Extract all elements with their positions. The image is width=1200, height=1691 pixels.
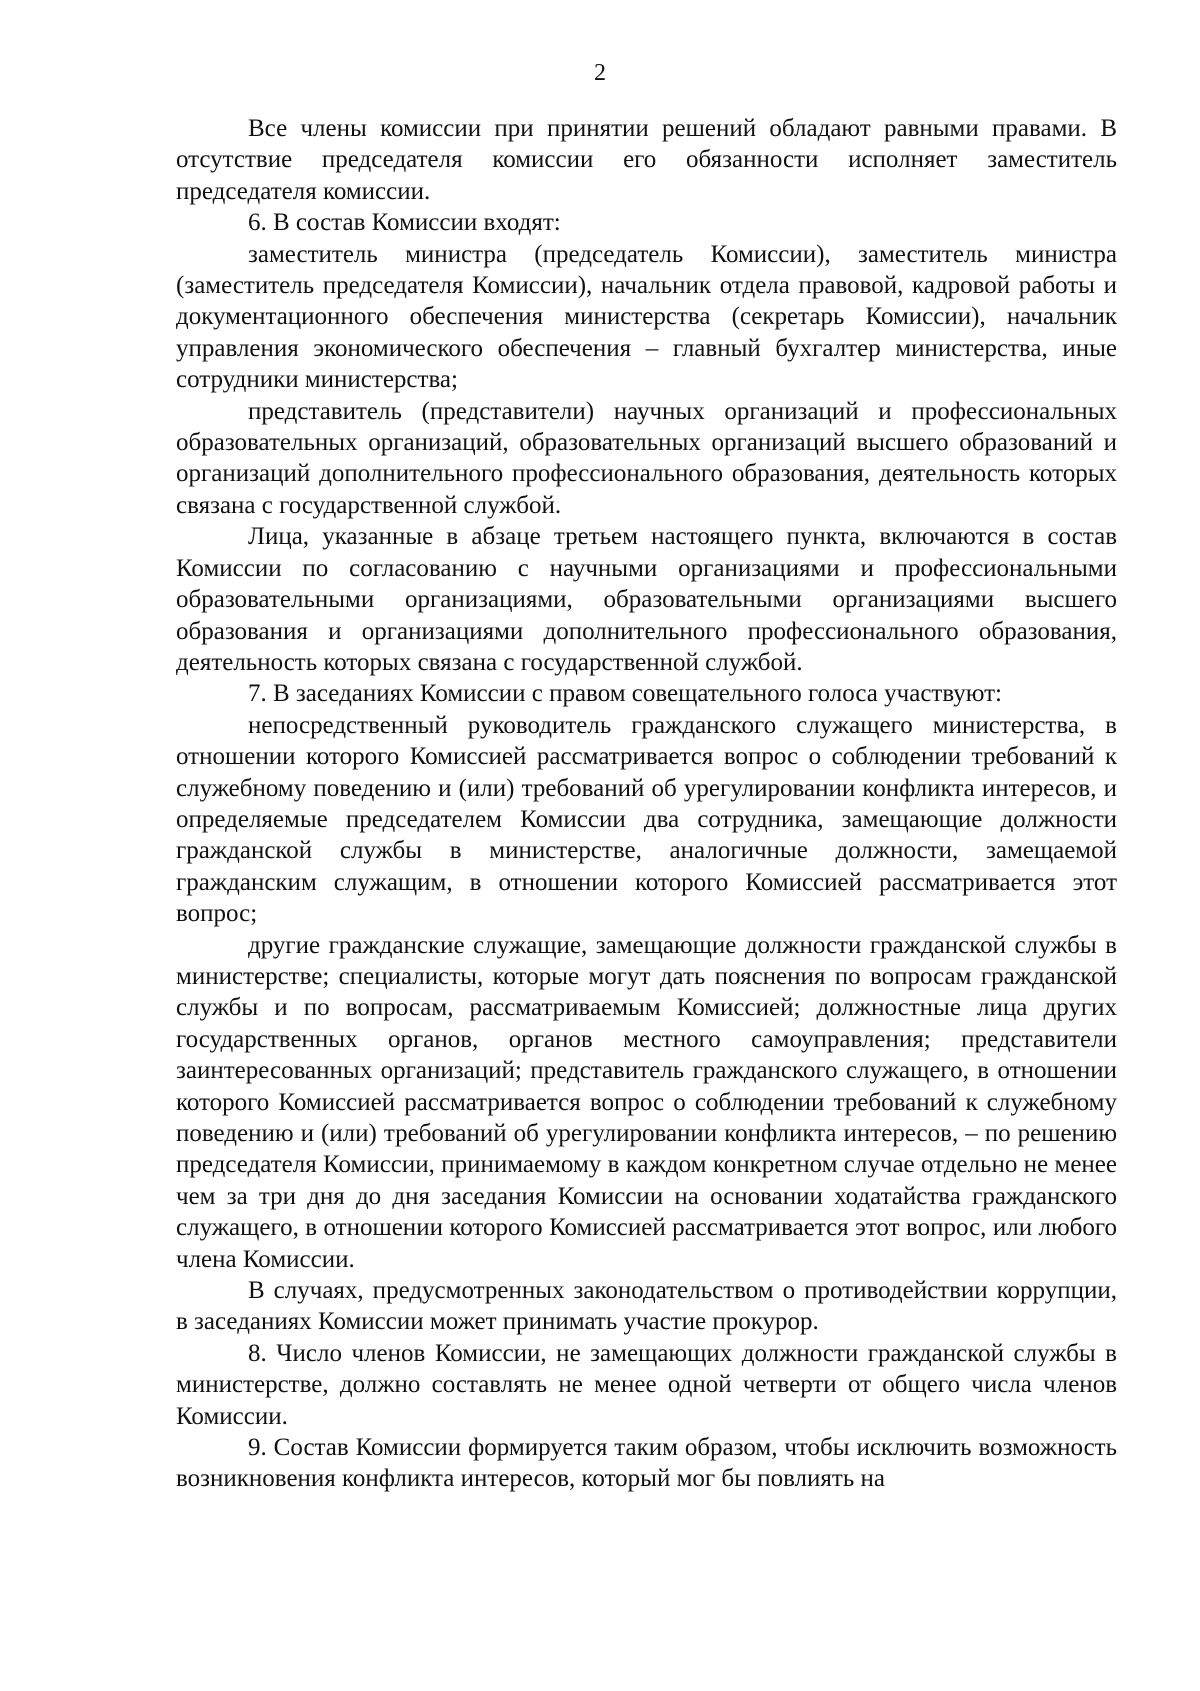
paragraph-item-8: 8. Число членов Комиссии, не замещающих должности гражданской службы в министерстве, должно составлять не менее одной четверти от общего числа членов Комиссии. xyxy=(176,1339,1117,1430)
paragraph-other-participants: другие гражданские служащие, замещающие должности гражданской службы в министерстве; специалисты, которые могут дать пояснения по вопросам гражданской службы и по вопросам, рассматриваемым Комиссией; должностные лица других государственных органов, органов местного самоуправления; представители заинтересованных организаций; представитель гражданского служащего, в отношении которого Комиссией рассматривается вопрос о соблюдении требований к служебному поведению и (или) требований об урегулировании конфликта интересов, – по решению председателя Комиссии, принимаемому в каждом конкретном случае отдельно не менее чем за три дня до дня заседания Комиссии на основании ходатайства гражданского служащего, в отношении которого Комиссией рассматривается этот вопрос, или любого члена Комиссии. xyxy=(176,931,1117,1273)
paragraph-item-6-heading: 6. В состав Комиссии входят: xyxy=(248,209,561,237)
paragraph-commission-staff: заместитель министра (председатель Комиссии), заместитель министра (заместитель председателя Комиссии), начальник отдела правовой, кадровой работы и документационного обеспечения министерства (секретарь Комиссии), начальник управления экономического обеспечения – главный бухгалтер министерства, иные сотрудники министерства; xyxy=(176,240,1117,394)
paragraph-prosecutor: В случаях, предусмотренных законодательством о противодействии коррупции, в заседаниях Комиссии может принимать участие прокурор. xyxy=(176,1277,1117,1336)
paragraph-item-9: 9. Состав Комиссии формируется таким образом, чтобы исключить возможность возникновения конфликта интересов, который мог бы повлиять на xyxy=(176,1434,1117,1493)
paragraph-representatives: представитель (представители) научных организаций и профессиональных образовательных организаций, образовательных организаций высшего образований и организаций дополнительного профессионального образования, деятельность которых связана с государственной службой. xyxy=(176,397,1117,519)
paragraph-equal-rights: Все члены комиссии при принятии решений обладают равными правами. В отсутствие председателя комиссии его обязанности исполняет заместитель председателя комиссии. xyxy=(176,115,1117,205)
paragraph-item-7-heading: 7. В заседаниях Комиссии с правом совещательного голоса участвуют: xyxy=(248,680,1003,708)
paragraph-persons-included: Лица, указанные в абзаце третьем настоящего пункта, включаются в состав Комиссии по согласованию с научными организациями и профессиональными образовательными организациями, образовательными организациями высшего образования и организациями дополнительного профессионального образования, деятельность которых связана с государственной службой. xyxy=(176,523,1117,676)
paragraph-direct-supervisor: непосредственный руководитель гражданского служащего министерства, в отношении которого Комиссией рассматривается вопрос о соблюдении требований к служебному поведению и (или) требований об урегулировании конфликта интересов, и определяемые председателем Комиссии два сотрудника, замещающие должности гражданской службы в министерстве, аналогичные должности, замещаемой гражданским служащим, в отношении которого Комиссией рассматривается этот вопрос; xyxy=(176,711,1117,928)
page-number: 2 xyxy=(594,60,606,86)
document-body xyxy=(176,113,1117,1495)
